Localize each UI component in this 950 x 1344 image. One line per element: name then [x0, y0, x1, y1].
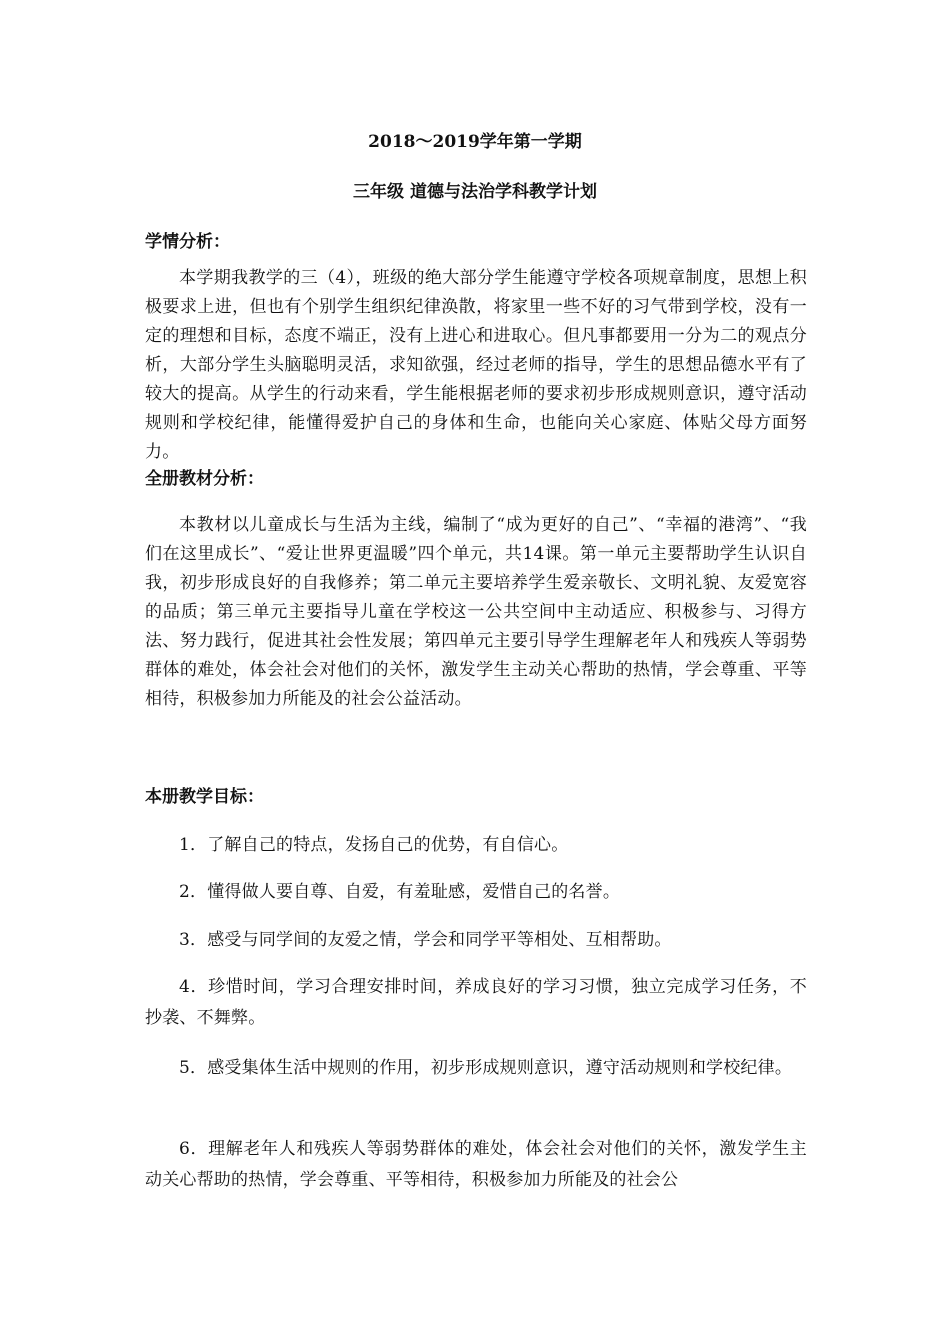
section-heading-situation: 学情分析：	[145, 232, 230, 252]
section-heading-goals: 本册教学目标：	[145, 787, 264, 807]
goal-item: 2．懂得做人要自尊、自爱，有羞耻感，爱惜自己的名誉。	[179, 882, 621, 902]
section-heading-textbook: 全册教材分析：	[145, 469, 264, 489]
goal-item: 1．了解自己的特点，发扬自己的优势，有自信心。	[179, 835, 569, 855]
goal-item: 4．珍惜时间，学习合理安排时间，养成良好的学习习惯，独立完成学习任务，不抄袭、不舞弊。	[145, 977, 807, 1028]
section-paragraph-textbook: 本教材以儿童成长与生活为主线，编制了“成为更好的自己”、“幸福的港湾”、“我们在这里成长”、“爱让世界更温暖”四个单元，共14课。第一单元主要帮助学生认识自我，初步形成良好的自我修养；第二单元主要培养学生爱亲敬长、文明礼貌、友爱宽容的品质；第三单元主要指导儿童在学校这一公共空间中主动适应、积极参与、习得方法、努力践行，促进其社会性发展；第四单元主要引导学生理解老年人和残疾人等弱势群体的难处，体会社会对他们的关怀，激发学生主动关心帮助的热情，学会尊重、平等相待，积极参加力所能及的社会公益活动。	[145, 515, 807, 709]
goal-item: 5．感受集体生活中规则的作用，初步形成规则意识，遵守活动规则和学校纪律。	[179, 1058, 793, 1078]
goal-item: 3．感受与同学间的友爱之情，学会和同学平等相处、互相帮助。	[179, 930, 672, 950]
section-paragraph-situation: 本学期我教学的三（4），班级的绝大部分学生能遵守学校各项规章制度，思想上积极要求上进，但也有个别学生组织纪律涣散，将家里一些不好的习气带到学校，没有一定的理想和目标，态度不端正，没有上进心和进取心。但凡事都要用一分为二的观点分析，大部分学生头脑聪明灵活，求知欲强，经过老师的指导，学生的思想品德水平有了较大的提高。从学生的行动来看，学生能根据老师的要求初步形成规则意识，遵守活动规则和学校纪律，能懂得爱护自己的身体和生命，也能向关心家庭、体贴父母方面努力。	[145, 268, 807, 462]
goal-item: 6．理解老年人和残疾人等弱势群体的难处，体会社会对他们的关怀，激发学生主动关心帮助的热情，学会尊重、平等相待，积极参加力所能及的社会公	[145, 1139, 807, 1190]
document-title-term: 2018～2019学年第一学期	[368, 132, 582, 152]
document-title-plan: 三年级 道德与法治学科教学计划	[353, 182, 597, 202]
